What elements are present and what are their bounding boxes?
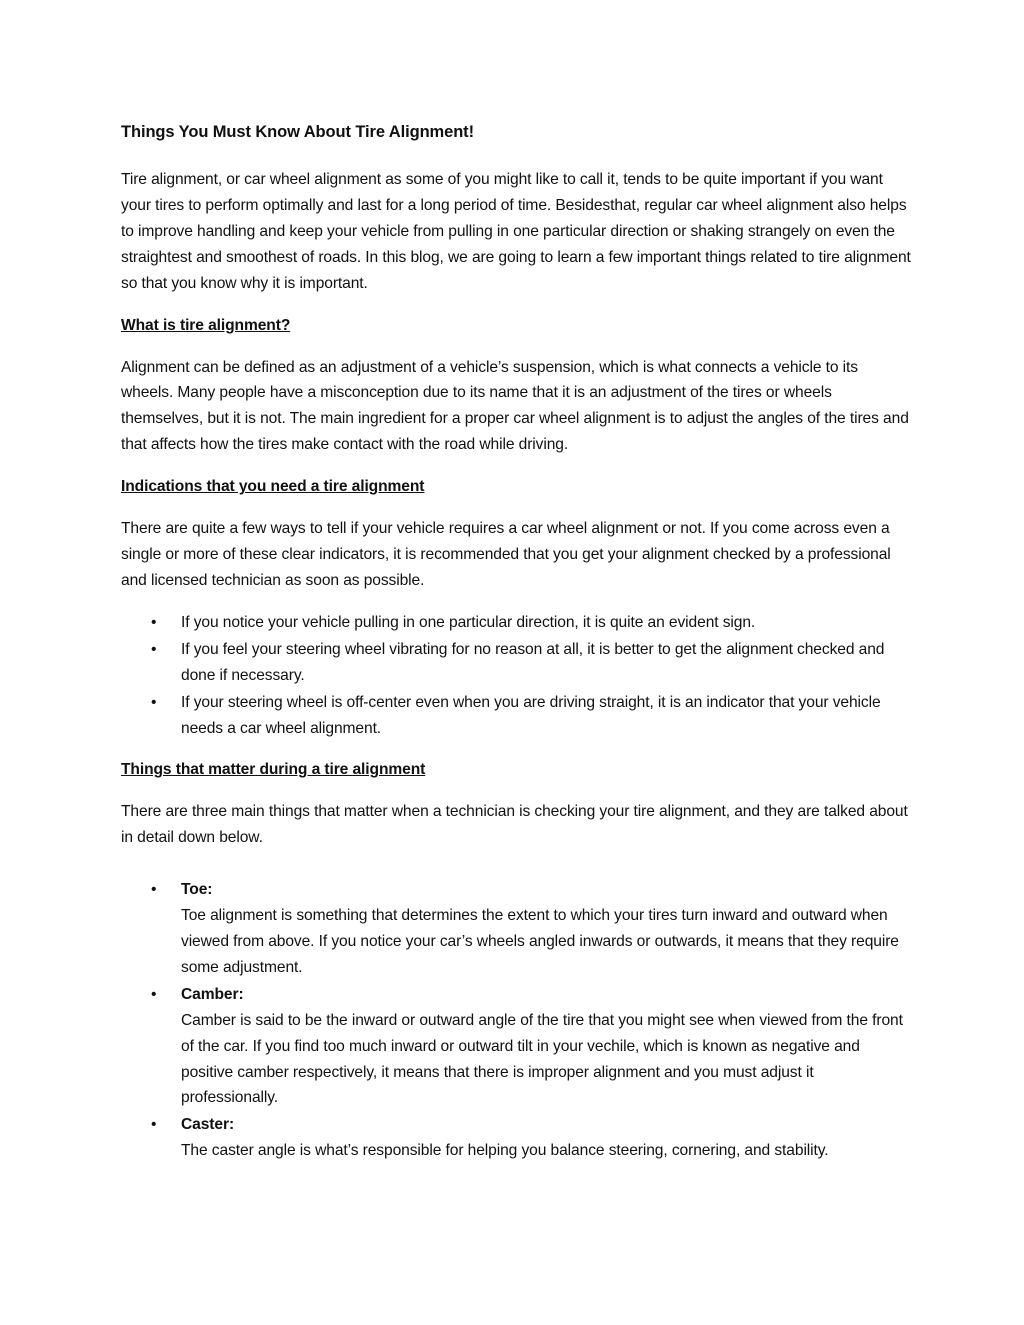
section-heading-things-matter: Things that matter during a tire alignment (121, 761, 426, 779)
spacer (121, 867, 911, 877)
indications-list (121, 610, 911, 742)
term-title: Caster: (181, 1116, 235, 1134)
section-heading-what-is: What is tire alignment? (121, 316, 291, 334)
section-paragraph-what-is: Alignment can be defined as an adjustment of a vehicle’s suspension, which is what connects a vehicle to its wheels. Many people have a misconception due to its name that it is an adjustment of the tires or wheels themselves, but it is not. The main ingredient for a proper car wheel alignment is to adjust the angles of the tires and that affects how the tires make contact with the road while driving. (121, 358, 909, 454)
document-page (121, 119, 911, 1180)
bullet-icon: • (151, 640, 157, 658)
intro-paragraph: Tire alignment, or car wheel alignment as some of you might like to call it, tends to be quite important if you want your tires to perform optimally and last for a long period of time. Besidesthat, regular car wheel alignment also helps to improve handling and keep your vehicle from pulling in one particular direction or shaking strangely on even the straightest and smoothest of roads. In this blog, we are going to learn a few important things related to tire alignment so that you know why it is important. (121, 171, 911, 292)
section-heading-indications: Indications that you need a tire alignment (121, 478, 425, 496)
term-title: Camber: (181, 985, 244, 1003)
term-description: Toe alignment is something that determines the extent to which your tires turn inward and outward when viewed from above. If you notice your car’s wheels angled inwards or outwards, it means that they require some adjustment. (181, 907, 899, 976)
list-item (121, 690, 911, 742)
section-paragraph-indications: There are quite a few ways to tell if your vehicle requires a car wheel alignment or not. If you come across even a single or more of these clear indicators, it is recommended that you get your alignment checked by a professional and licensed technician as soon as possible. (121, 520, 891, 589)
list-item (121, 637, 911, 689)
term-description: The caster angle is what’s responsible for helping you balance steering, cornering, and stability. (181, 1142, 829, 1160)
term-title: Toe: (181, 881, 213, 899)
bullet-icon: • (151, 693, 157, 711)
term-description: Camber is said to be the inward or outward angle of the tire that you might see when viewed from the front of the car. If you find too much inward or outward tilt in your vechile, which is known as negative and positive camber respectively, it means that there is improper alignment and you must adjust it professionally. (181, 1011, 903, 1107)
section-paragraph-things-matter: There are three main things that matter when a technician is checking your tire alignment, and they are talked about in detail down below. (121, 803, 908, 847)
bullet-icon: • (151, 881, 157, 899)
list-item-camber (121, 982, 911, 1112)
bullet-icon: • (151, 613, 157, 631)
document-title: Things You Must Know About Tire Alignment! (121, 123, 474, 141)
list-item-caster (121, 1112, 911, 1164)
bullet-icon: • (151, 985, 157, 1003)
list-item-text: If you feel your steering wheel vibrating for no reason at all, it is better to get the alignment checked and done if necessary. (181, 640, 885, 684)
list-item-text: If you notice your vehicle pulling in one particular direction, it is quite an evident sign. (181, 613, 756, 631)
alignment-terms-list (121, 877, 911, 1164)
bullet-icon: • (151, 1116, 157, 1134)
list-item-text: If your steering wheel is off-center even when you are driving straight, it is an indicator that your vehicle needs a car wheel alignment. (181, 693, 881, 737)
list-item (121, 610, 911, 636)
list-item-toe (121, 877, 911, 981)
